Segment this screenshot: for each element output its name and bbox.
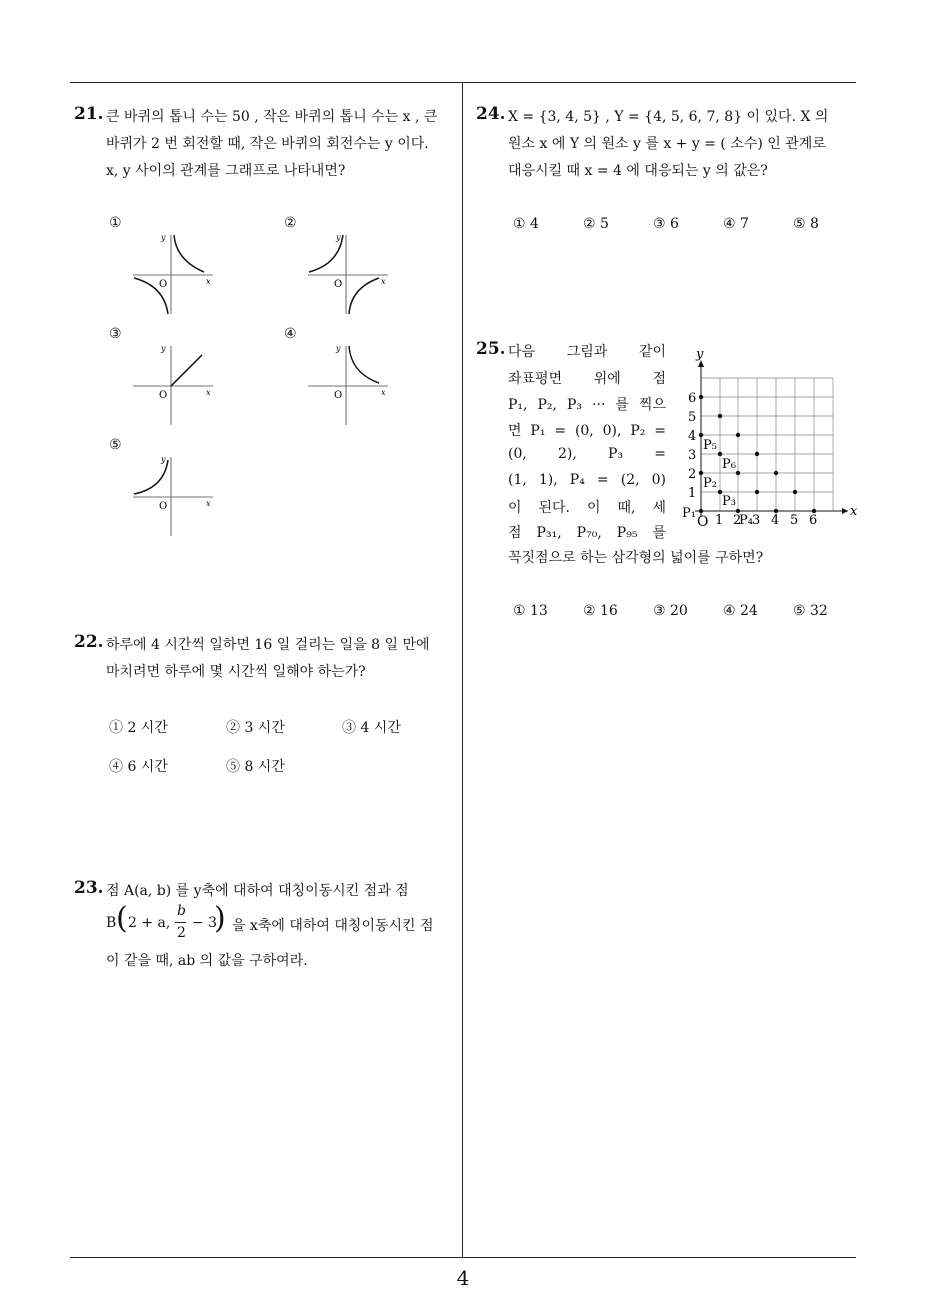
q25-dot — [736, 471, 740, 475]
q21-graph-5-origin: O — [159, 501, 168, 512]
q21-choice-3-mark[interactable]: ③ — [109, 326, 122, 342]
q21-graph-4-origin: O — [334, 390, 343, 401]
q21-number: 21. — [74, 104, 104, 124]
q25-dot — [699, 471, 703, 475]
q25-dot — [774, 509, 778, 513]
q21-graph-2-axis-x: x — [381, 277, 386, 286]
q23-frac-den: 2 — [177, 925, 186, 941]
q25-x-tick-6: 6 — [809, 513, 818, 528]
q25-line-8: 점 P₃₁, P₇₀, P₉₅ 를 — [508, 525, 666, 541]
q24-line-1: X = {3, 4, 5} , Y = {4, 5, 6, 7, 8} 이 있다. X 의 — [508, 109, 829, 125]
q21-graph-5-axis-x: x — [206, 499, 211, 508]
q25-line-1: 다음 그림과 같이 — [508, 344, 666, 360]
q21-graph-3-origin: O — [159, 390, 168, 401]
q21-graph-4-axis-x: x — [381, 388, 386, 397]
q25-dot — [736, 433, 740, 437]
column-divider — [462, 82, 463, 1258]
q21-graph-4-axis-y: y — [336, 344, 341, 353]
q25-dot — [699, 509, 703, 513]
q25-option-1[interactable]: ① 13 — [513, 603, 548, 619]
q25-label-p4: P₄ — [739, 513, 753, 528]
q24-option-1[interactable]: ① 4 — [513, 216, 539, 232]
q25-y-tick-6: 6 — [688, 391, 697, 406]
q25-number: 25. — [476, 339, 506, 359]
bottom-rule — [70, 1257, 856, 1258]
q25-y-tick-1: 1 — [688, 486, 697, 501]
q24-option-2[interactable]: ② 5 — [583, 216, 609, 232]
q25-label-p2: P₂ — [703, 476, 717, 491]
q25-y-tick-4: 4 — [688, 429, 697, 444]
q23-frac-bar — [175, 922, 186, 923]
q23-line-3: 이 같을 때, ab 의 값을 구하여라. — [106, 953, 308, 969]
q22-option-2[interactable]: ② 3 시간 — [226, 720, 285, 736]
q22-option-4[interactable]: ④ 6 시간 — [109, 759, 168, 775]
q21-graph-3-axis-x: x — [206, 388, 211, 397]
q21-line-1: 큰 바퀴의 톱니 수는 50 , 작은 바퀴의 톱니 수는 x , 큰 — [106, 109, 438, 125]
q25-line-2: 좌표평면 위에 점 — [508, 371, 666, 387]
q25-line-7: 이 된다. 이 때, 세 — [508, 500, 666, 516]
q24-option-3[interactable]: ③ 6 — [653, 216, 679, 232]
q25-dot — [718, 452, 722, 456]
q24-option-4[interactable]: ④ 7 — [723, 216, 749, 232]
q21-graph-2-axis-y: y — [336, 233, 341, 242]
q21-graph-5 — [128, 452, 218, 540]
q23-line-1: 점 A(a, b) 를 y축에 대하여 대칭이동시킨 점과 점 — [106, 883, 409, 899]
q23-left-paren: ( — [116, 901, 128, 936]
q23-right-paren: ) — [214, 901, 226, 936]
page-number: 4 — [456, 1266, 470, 1290]
q25-option-4[interactable]: ④ 24 — [723, 603, 758, 619]
q25-option-2[interactable]: ② 16 — [583, 603, 618, 619]
q25-y-tick-2: 2 — [688, 467, 697, 482]
q25-label-p6: P₆ — [722, 457, 736, 472]
q25-label-p3: P₃ — [722, 494, 736, 509]
q23-line-2-post: 을 x축에 대하여 대칭이동시킨 점 — [232, 918, 434, 934]
q23-line-2-pre: B — [106, 915, 117, 931]
q23-expr-b: − 3 — [192, 915, 218, 931]
q22-number: 22. — [74, 632, 104, 652]
q24-option-5[interactable]: ⑤ 8 — [793, 216, 819, 232]
q24-line-2: 원소 x 에 Y 의 원소 y 를 x + y = ( 소수) 인 관계로 — [508, 136, 826, 152]
q25-option-3[interactable]: ③ 20 — [653, 603, 688, 619]
q25-line-3: P₁, P₂, P₃ ··· 를 찍으 — [508, 397, 666, 413]
q25-dot — [774, 471, 778, 475]
q25-line-6: (1, 1), P₄ = (2, 0) — [508, 472, 666, 488]
q21-line-3: x, y 사이의 관계를 그래프로 나타내면? — [106, 163, 346, 179]
q21-line-2: 바퀴가 2 번 회전할 때, 작은 바퀴의 회전수는 y 이다. — [106, 136, 429, 152]
q25-line-5: (0, 2), P₃ = — [508, 446, 666, 462]
q21-graph-3 — [128, 341, 218, 429]
q25-dot — [699, 433, 703, 437]
q25-option-5[interactable]: ⑤ 32 — [793, 603, 828, 619]
q25-x-tick-1: 1 — [715, 513, 724, 528]
q25-dot — [755, 490, 759, 494]
q25-line-9: 꼭짓점으로 하는 삼각형의 넓이를 구하면? — [508, 550, 764, 566]
q21-choice-1-mark[interactable]: ① — [109, 215, 122, 231]
q25-dot — [699, 395, 703, 399]
q22-line-2: 마치려면 하루에 몇 시간씩 일해야 하는가? — [106, 664, 366, 680]
q21-graph-4 — [303, 341, 393, 429]
q21-graph-1-origin: O — [159, 279, 168, 290]
q21-graph-1-axis-y: y — [161, 233, 166, 242]
q24-number: 24. — [476, 104, 506, 124]
q21-graph-1 — [128, 230, 218, 318]
q25-label-p1: P₁ — [682, 506, 696, 521]
q25-label-p5: P₅ — [703, 438, 717, 453]
q25-x-tick-3: 3 — [752, 513, 761, 528]
q22-option-1[interactable]: ① 2 시간 — [109, 720, 168, 736]
q25-grid-origin: O — [697, 514, 709, 530]
q21-graph-2-origin: O — [334, 279, 343, 290]
q25-line-4: 면 P₁ = (0, 0), P₂ = — [508, 423, 666, 439]
q25-grid-axis-x: x — [850, 504, 858, 519]
q21-graph-5-axis-y: y — [161, 455, 166, 464]
q25-grid-axis-y: y — [696, 347, 704, 362]
q25-dot — [812, 509, 816, 513]
q23-frac-num: b — [177, 903, 186, 919]
q21-choice-4-mark[interactable]: ④ — [284, 326, 297, 342]
q22-option-5[interactable]: ⑤ 8 시간 — [226, 759, 285, 775]
q21-graph-2 — [303, 230, 393, 318]
q25-x-tick-5: 5 — [790, 513, 799, 528]
q23-expr-a: 2 + a, — [128, 915, 171, 931]
q25-dot — [718, 414, 722, 418]
q25-x-tick-4: 4 — [771, 513, 780, 528]
q22-line-1: 하루에 4 시간씩 일하면 16 일 걸리는 일을 8 일 만에 — [106, 637, 430, 653]
q25-y-tick-3: 3 — [688, 448, 697, 463]
q23-number: 23. — [74, 878, 104, 898]
q21-choice-5-mark[interactable]: ⑤ — [109, 437, 122, 453]
q25-dot — [793, 490, 797, 494]
q21-choice-2-mark[interactable]: ② — [284, 215, 297, 231]
q22-option-3[interactable]: ③ 4 시간 — [342, 720, 401, 736]
q24-line-3: 대응시킬 때 x = 4 에 대응되는 y 의 값은? — [508, 163, 768, 179]
top-rule — [70, 82, 856, 83]
q25-y-tick-5: 5 — [688, 410, 697, 425]
q25-dot — [755, 452, 759, 456]
q25-grid-figure — [680, 342, 860, 532]
q21-graph-3-axis-y: y — [161, 344, 166, 353]
q25-x-tick-2: 2 — [733, 513, 742, 528]
q21-graph-1-axis-x: x — [206, 277, 211, 286]
